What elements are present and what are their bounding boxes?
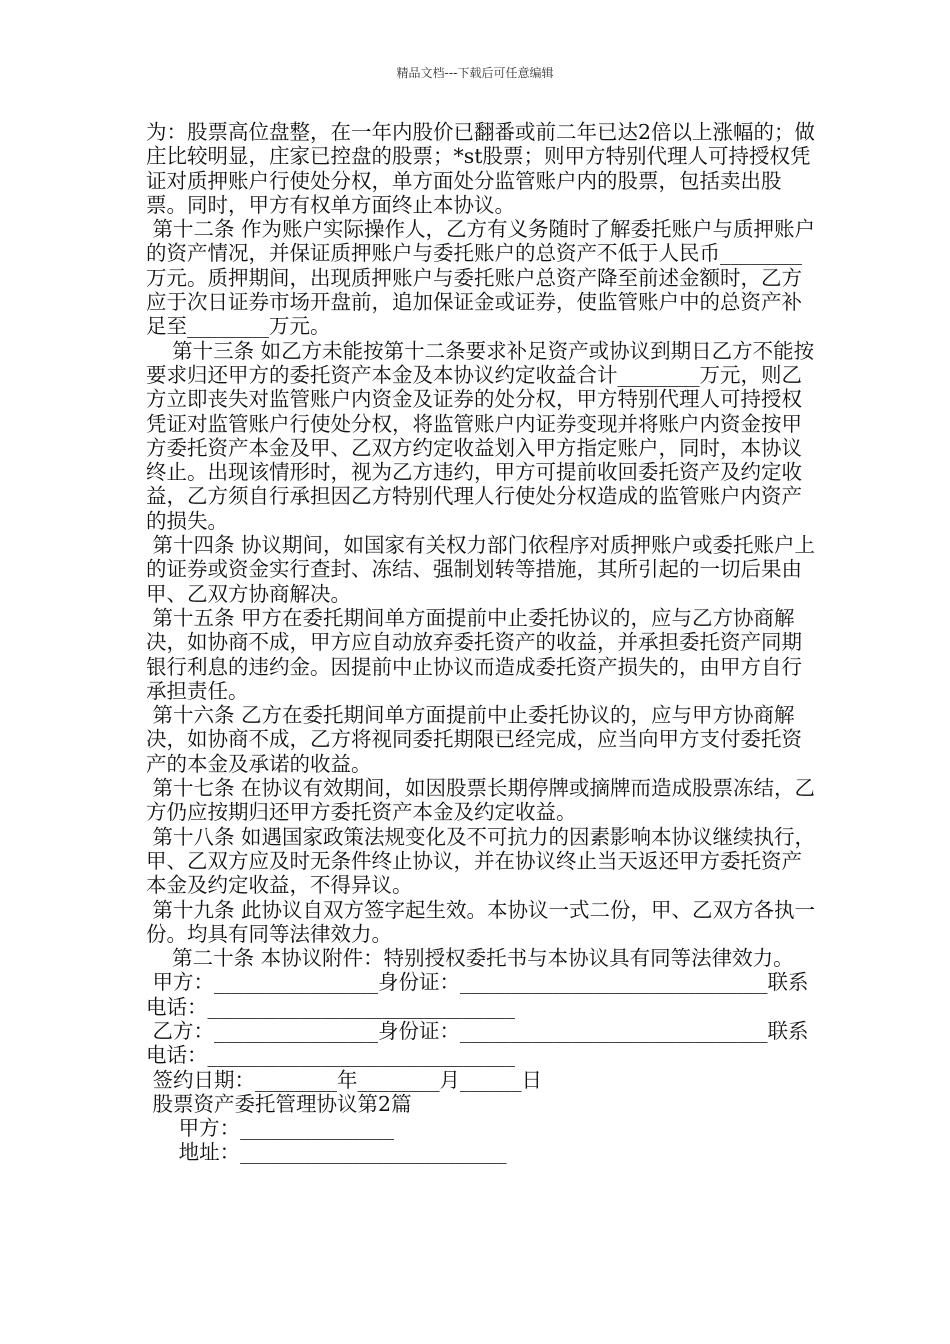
paragraph-clause-18: 第十八条 如遇国家政策法规变化及不可抗力的因素影响本协议继续执行，甲、乙双方应及时无条件终止协议，并在协议终止当天返还甲方委托资产本金及约定收益，不得异议。 [146, 824, 816, 898]
document-body [146, 120, 816, 1165]
paragraph-clause-19: 第十九条 此协议自双方签字起生效。本协议一式二份，甲、乙双方各执一份。均具有同等法律效力。 [146, 897, 816, 946]
signature-line-party-a: 甲方：________________身份证：______________________________联系电话：______________________________ [146, 970, 809, 1019]
paragraph-clause-13: 第十三条 如乙方未能按第十二条要求补足资产或协议到期日乙方不能按要求归还甲方的委托资产本金及本协议约定收益合计________万元，则乙方立即丧失对监管账户内资金及证券的处分权，甲方特别代理人可持授权凭证对监管账户行使处分权，将监管账户内证券变现并将账户内资金按甲方委托资产本金及甲、乙双方约定收益划入甲方指定账户，同时，本协议终止。出现该情形时，视为乙方违约，甲方可提前收回委托资产及约定收益，乙方须自行承担因乙方特别代理人行使处分权造成的监管账户内资产的损失。 [146, 338, 815, 533]
page-header: 精品文档---下载后可任意编辑 [396, 66, 554, 80]
paragraph-clause-20: 第二十条 本协议附件：特别授权委托书与本协议具有同等法律效力。 [146, 946, 794, 971]
paragraph-clause-14: 第十四条 协议期间，如国家有关权力部门依程序对质押账户或委托账户上的证券或资金实行查封、冻结、强制划转等措施，其所引起的一切后果由甲、乙双方协商解决。 [146, 533, 816, 606]
signing-date-line: 签约日期：________年________月______日 [146, 1067, 543, 1092]
party-a-field: 甲方：_______________ [146, 1116, 394, 1141]
paragraph-clause-12: 第十二条 作为账户实际操作人，乙方有义务随时了解委托账户与质押账户的资产情况，并保证质押账户与委托账户的总资产不低于人民币________万元。质押期间，出现质押账户与委托账户总资产降至前述金额时，乙方应于次日证券市场开盘前，追加保证金或证券，使监管账户中的总资产补足至________万元。 [146, 217, 816, 339]
signature-line-party-b: 乙方：________________身份证：______________________________联系电话：______________________________ [146, 1018, 809, 1068]
address-field: 地址：__________________________ [146, 1140, 507, 1165]
paragraph-clause-16: 第十六条 乙方在委托期间单方面提前中止委托协议的，应与甲方协商解决，如协商不成，乙方将视同委托期限已经完成，应当向甲方支付委托资产的本金及承诺的收益。 [146, 703, 802, 776]
paragraph-clause-11-continued: 为：股票高位盘整，在一年内股价已翻番或前二年已达2倍以上涨幅的；做庄比较明显，庄家已控盘的股票；*st股票；则甲方特别代理人可持授权凭证对质押账户行使处分权，单方面处分监管账户内的股票，包括卖出股票。同时，甲方有权单方面终止本协议。 [146, 120, 816, 217]
paragraph-clause-15: 第十五条 甲方在委托期间单方面提前中止委托协议的，应与乙方协商解决，如协商不成，甲方应自动放弃委托资产的收益，并承担委托资产同期银行利息的违约金。因提前中止协议而造成委托资产损失的，由甲方自行承担责任。 [146, 605, 802, 703]
section-title-agreement-2: 股票资产委托管理协议第2篇 [146, 1091, 412, 1116]
paragraph-clause-17: 第十七条 在协议有效期间，如因股票长期停牌或摘牌而造成股票冻结，乙方仍应按期归还甲方委托资产本金及约定收益。 [146, 776, 816, 825]
